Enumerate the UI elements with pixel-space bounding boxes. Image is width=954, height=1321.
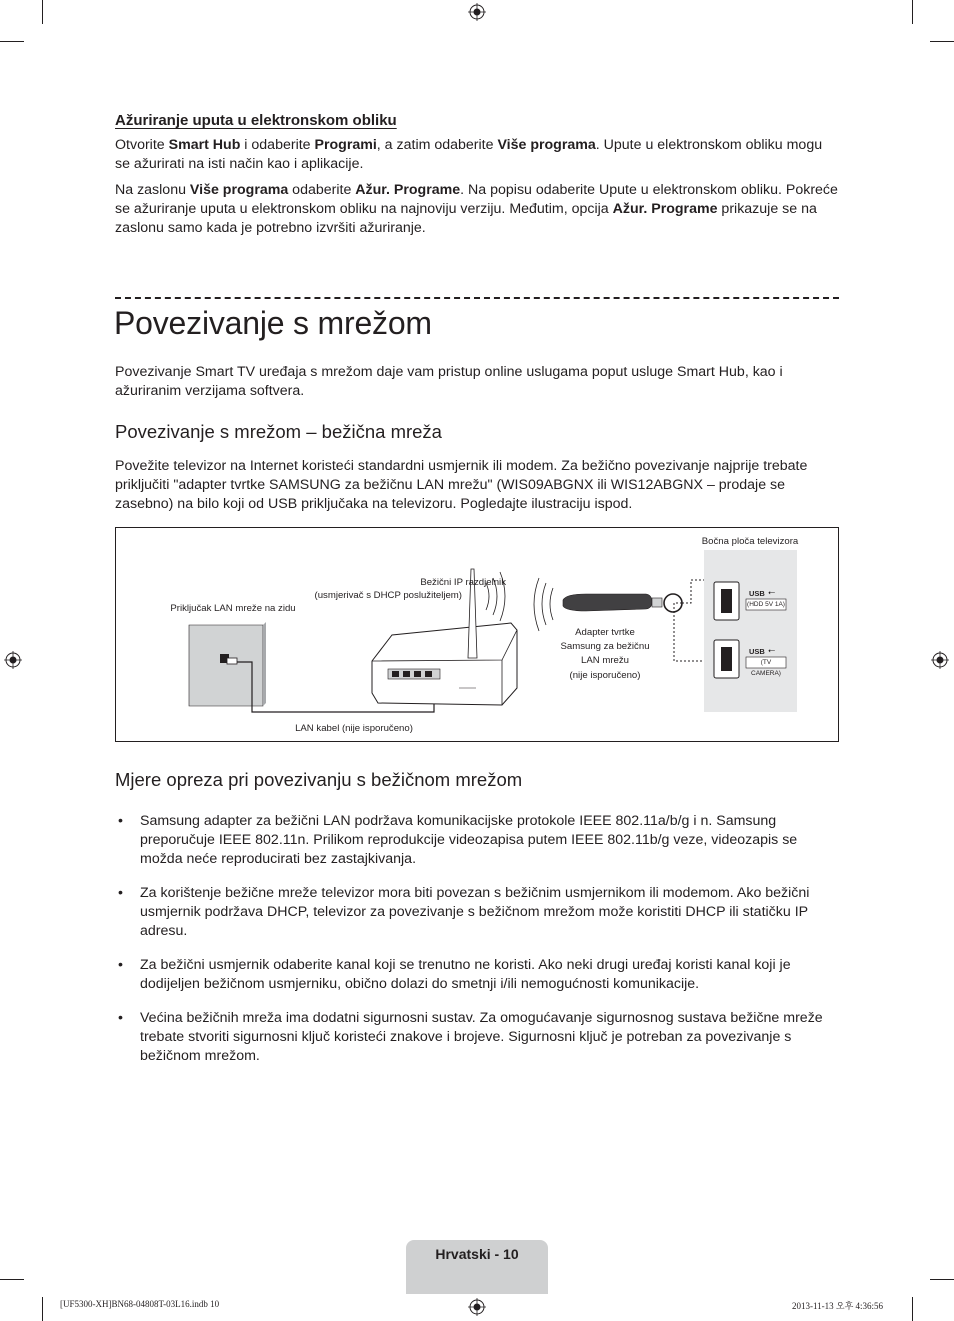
- label-wall-port: Priključak LAN mreže na zidu: [170, 603, 296, 614]
- registration-mark-icon: [468, 1298, 486, 1316]
- page-number: Hrvatski - 10: [435, 1246, 519, 1262]
- crop-mark: [930, 1279, 954, 1280]
- crop-mark: [930, 41, 954, 42]
- registration-mark-icon: [4, 651, 22, 669]
- list-item: • Većina bežičnih mreža ima dodatni sigurnosni sustav. Za omogućavanje sigurnosnog sustava bežične mreže trebate stvoriti sigurnosni ključ koristeći znakove i brojeve. Sigurnosni ključ je potreban za povezivanje s bežičnom mrežom.: [115, 1009, 840, 1066]
- wireless-paragraph: Povežite televizor na Internet koristeći standardni usmjernik ili modem. Za bežično povezivanje najprije trebate priključiti "adapter tvrtke SAMSUNG za bežičnu LAN mrežu" (WIS09ABGNX ili WIS12ABGNX – prodaje se zasebno) na bilo koji od USB priključaka na televizoru. Pogledajte ilustraciju ispod.: [115, 458, 808, 512]
- wall-socket-icon: [189, 622, 266, 706]
- usb-adapter-icon: [563, 594, 682, 612]
- diagram-svg: [116, 528, 838, 741]
- usb-port-2-label: USB: [749, 647, 765, 656]
- crop-mark: [42, 0, 43, 24]
- label-adapter-1: Adapter tvrtke: [575, 627, 635, 638]
- crop-mark: [912, 1297, 913, 1321]
- list-item: • Samsung adapter za bežični LAN podržava komunikacijske protokole IEEE 802.11a/b/g i n. Samsung preporučuje IEEE 802.11n. Prilikom reprodukcije videozapisa putem IEEE 802.11b/g veze, videozapis se možda neće reproducirati bez zastajkivanja.: [115, 812, 840, 869]
- usb-symbol-icon: ⭠: [768, 645, 776, 655]
- tv-side-panel: [704, 550, 797, 712]
- page-title: Povezivanje s mrežom: [114, 305, 432, 341]
- page-number-tab: [406, 1240, 548, 1294]
- label-router-2: (usmjerivač s DHCP poslužiteljem): [314, 590, 462, 601]
- registration-mark-icon: [931, 651, 949, 669]
- heading-precautions: Mjere opreza pri povezivanju s bežičnom mrežom: [115, 769, 523, 790]
- heading-wireless: Povezivanje s mrežom – bežična mreža: [115, 421, 442, 442]
- label-tv-panel: Bočna ploča televizora: [701, 536, 799, 547]
- precautions-list: [115, 812, 840, 1081]
- usb-symbol-icon: ⭠: [768, 587, 776, 597]
- list-item: • Za bežični usmjernik odaberite kanal koji se trenutno ne koristi. Ako neki drugi uređaj koristi kanal koji je dodijeljen bežičnom usmjerniku, obično dolazi do smetnji i/ili nemogućnosti komunikacije.: [115, 956, 840, 994]
- crop-mark: [912, 0, 913, 24]
- registration-mark-icon: [468, 3, 486, 21]
- crop-mark: [0, 1279, 24, 1280]
- section-divider: [115, 297, 839, 299]
- crop-mark: [42, 1297, 43, 1321]
- paragraph-update-2: Na zaslonu Više programa odaberite Ažur. Programe. Na popisu odaberite Upute u elektronskom obliku. Pokreće se ažuriranje uputa u elektronskom obliku na najnoviju verziju. Međutim, opcija Ažur. Programe prikazuje se na zaslonu samo kada je potrebno izvršiti ažuriranje.: [115, 182, 838, 236]
- label-router-1: Bežični IP razdjelnik: [420, 577, 506, 588]
- usb-port-1-tag: (HDD 5V 1A): [747, 601, 785, 608]
- network-diagram: [115, 527, 839, 742]
- file-info: [UF5300-XH]BN68-04808T-03L16.indb 10: [60, 1299, 220, 1309]
- label-adapter-2: Samsung za bežičnu: [560, 641, 650, 652]
- intro-paragraph: Povezivanje Smart TV uređaja s mrežom daje vam pristup online uslugama poput usluge Smart Hub, kao i ažuriranim verzijama softvera.: [115, 364, 783, 399]
- label-adapter-3: LAN mrežu: [581, 655, 629, 666]
- list-item: • Za korištenje bežične mreže televizor mora biti povezan s bežičnim usmjernikom ili modemom. Ako bežični usmjernik podržava DHCP, televizor za povezivanje s bežičnom mrežom može koristiti DHCP ili statičku IP adresu.: [115, 884, 840, 941]
- wireless-signal-icon: [534, 578, 553, 631]
- label-lan-cable: LAN kabel (nije isporučeno): [295, 723, 413, 734]
- usb-port-1-label: USB: [749, 589, 765, 598]
- date-info: 2013-11-13 오후 4:36:56: [792, 1301, 884, 1311]
- paragraph-update-1: Otvorite Smart Hub i odaberite Programi, a zatim odaberite Više programa. Upute u elektronskom obliku mogu se ažurirati na isti način kao i aplikacije.: [115, 137, 823, 172]
- section-title-update: Ažuriranje uputa u elektronskom obliku: [115, 112, 397, 129]
- usb-port-2-tag: (TV CAMERA): [751, 659, 781, 677]
- crop-mark: [0, 41, 24, 42]
- label-adapter-4: (nije isporučeno): [569, 670, 641, 681]
